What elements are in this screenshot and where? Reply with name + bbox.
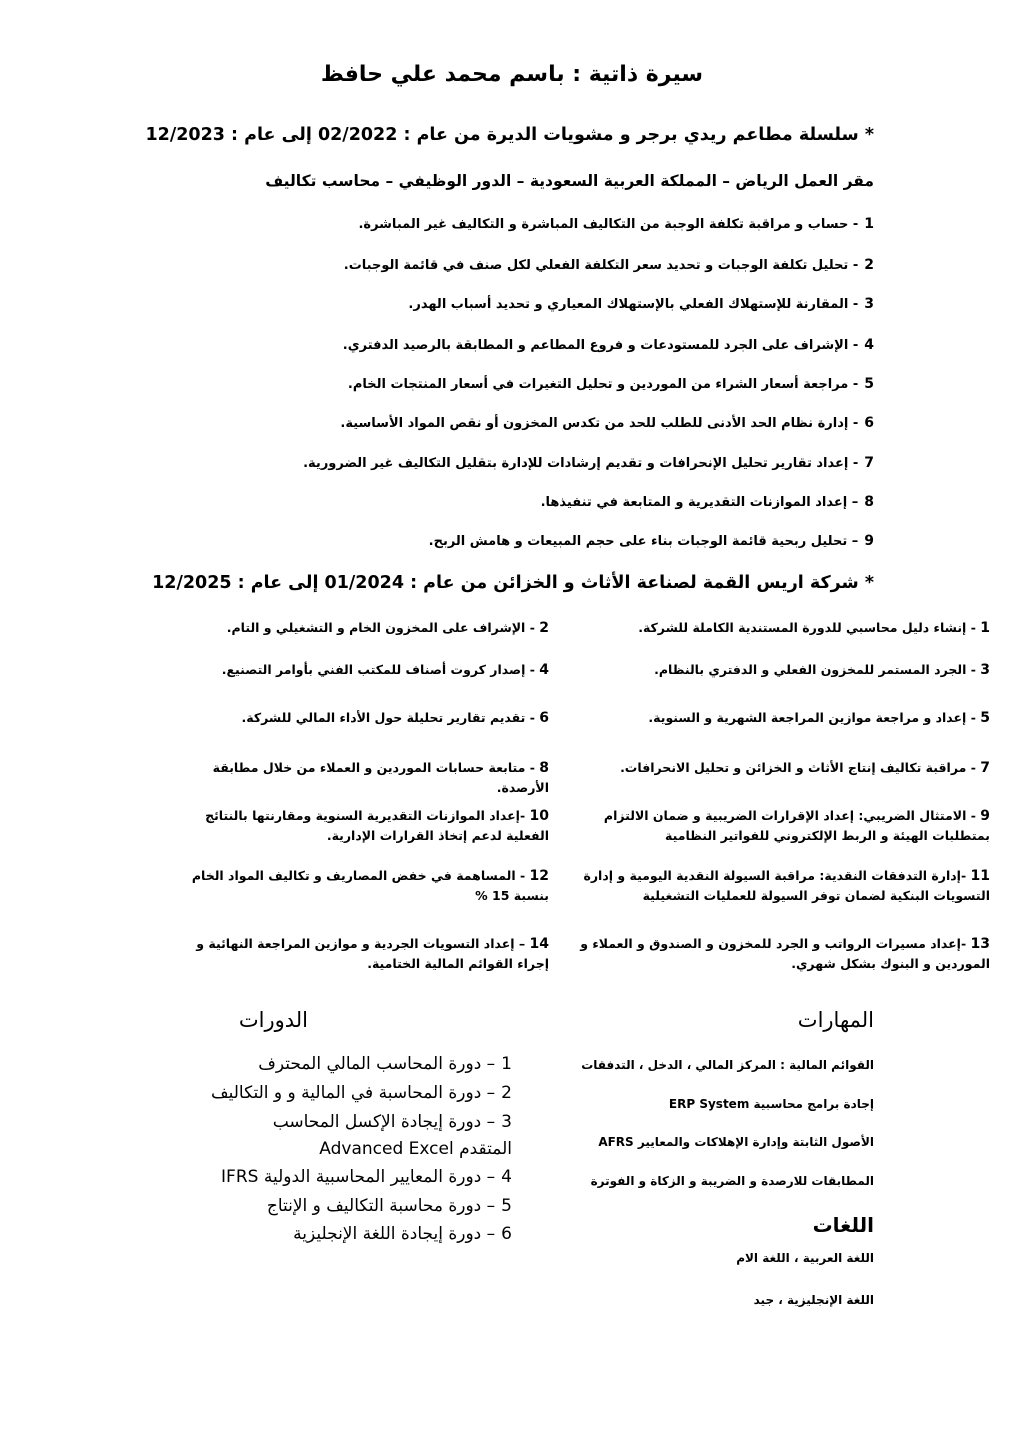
item-text: - تحليل تكلفة الوجبات و تحديد سعر التكلفة الفعلي لكل صنف في قائمة الوجبات. — [343, 258, 859, 273]
skill-item: المطابقات للارصدة و الضريبة و الزكاة و الفوترة — [590, 1174, 874, 1188]
courses-heading: الدورات — [238, 1008, 308, 1032]
job1-item — [134, 533, 874, 549]
job2-item — [169, 934, 549, 973]
course-item — [152, 1167, 512, 1187]
language-item: اللغة العربية ، اللغة الام — [736, 1251, 874, 1265]
item-text: – دورة المحاسبة في المالية و و التكاليف — [211, 1083, 496, 1103]
item-text: -إعداد مسيرات الرواتب و الجرد للمخزون و الصندوق و العملاء و الموردين و البنوك بشكل شهري. — [580, 936, 990, 971]
item-text: -إدارة التدفقات النقدية: مراقبة السيولة النقدية اليومية و إدارة التسويات البنكية لضمان توفر السيولة للعمليات التشغيلية — [583, 868, 990, 903]
course-item — [152, 1054, 512, 1074]
item-text: - متابعة حسابات الموردين و العملاء من خلال مطابقة الأرصدة. — [212, 760, 549, 795]
item-text: - المساهمة في خفض المصاريف و تكاليف المواد الخام بنسبة 15 % — [191, 868, 549, 903]
item-text: – دورة المعايير المحاسبية الدولية IFRS — [221, 1167, 496, 1187]
course-item — [152, 1196, 512, 1216]
item-text: – دورة محاسبة التكاليف و الإنتاج — [266, 1196, 496, 1216]
job1-item — [134, 415, 874, 431]
item-number: 3 — [864, 296, 874, 312]
job1-item — [134, 455, 874, 471]
course-item — [152, 1112, 512, 1132]
item-text: المتقدم Advanced Excel — [319, 1139, 512, 1159]
item-text: – تحليل ربحية قائمة الوجبات بناء على حجم المبيعات و هامش الربح. — [428, 534, 859, 549]
skills-heading: المهارات — [797, 1008, 874, 1032]
skill-item: الأصول الثابتة وإدارة الإهلاكات والمعايير AFRS — [598, 1135, 874, 1149]
item-number: 1 — [864, 216, 874, 232]
item-number: 4 — [864, 337, 874, 353]
item-text: - الإشراف على الجرد للمستودعات و فروع المطاعم و المطابقة بالرصيد الدفتري. — [342, 338, 859, 353]
item-number: 12 — [529, 868, 549, 884]
item-text: - إنشاء دليل محاسبي للدورة المستندية الكاملة للشركة. — [638, 620, 976, 635]
item-number: 2 — [864, 257, 874, 273]
item-number: 6 — [501, 1224, 512, 1244]
job1-item — [134, 296, 874, 312]
item-number: 11 — [970, 868, 990, 884]
course-item — [152, 1139, 512, 1159]
item-text: - الامتثال الضريبي: إعداد الإقرارات الضريبية و ضمان الالتزام بمتطلبات الهيئة و الربط الإلكتروني للفواتير النظامية — [603, 808, 990, 843]
item-text: - إعداد و مراجعة موازين المراجعة الشهرية و السنوية. — [648, 710, 976, 725]
item-number: 2 — [539, 620, 549, 636]
item-number: 1 — [501, 1054, 512, 1074]
item-number: 9 — [864, 533, 874, 549]
item-text: – دورة إيجادة الإكسل المحاسب — [272, 1112, 496, 1132]
item-number: 3 — [501, 1112, 512, 1132]
job2-item — [570, 708, 990, 728]
job2-item — [570, 806, 990, 845]
item-number: 2 — [501, 1083, 512, 1103]
item-number: 1 — [980, 620, 990, 636]
job1-heading: * سلسلة مطاعم ريدي برجر و مشويات الديرة من عام : 02/2022 إلى عام : 12/2023 — [145, 125, 874, 145]
item-text: – دورة إيجادة اللغة الإنجليزية — [293, 1224, 496, 1244]
item-number: 6 — [864, 415, 874, 431]
item-text: – دورة المحاسب المالي المحترف — [258, 1054, 496, 1074]
job1-item — [134, 216, 874, 232]
course-item — [152, 1083, 512, 1103]
job2-item — [169, 866, 549, 905]
item-text: – إعداد الموازنات التقديرية و المتابعة في تنفيذها. — [540, 495, 859, 510]
item-number: 10 — [529, 808, 549, 824]
job1-item — [134, 337, 874, 353]
job1-item — [134, 494, 874, 510]
job2-item — [570, 758, 990, 778]
item-text: - إصدار كروت أصناف للمكتب الفني بأوامر التصنيع. — [221, 662, 535, 677]
job2-item — [169, 708, 549, 728]
item-number: 7 — [864, 455, 874, 471]
item-number: 3 — [980, 662, 990, 678]
job1-item — [134, 257, 874, 273]
job2-item — [570, 866, 990, 905]
languages-heading: اللغات — [812, 1213, 874, 1237]
item-number: 13 — [970, 936, 990, 952]
item-text: - المقارنة للإستهلاك الفعلي بالإستهلاك المعياري و تحديد أسباب الهدر. — [408, 297, 859, 312]
item-number: 4 — [501, 1167, 512, 1187]
item-number: 8 — [864, 494, 874, 510]
job2-item — [570, 934, 990, 973]
item-number: 5 — [980, 710, 990, 726]
skill-item: القوائم المالية : المركز المالي ، الدخل ، التدفقات — [581, 1058, 874, 1072]
item-number: 14 — [529, 936, 549, 952]
job2-item — [169, 618, 549, 638]
item-text: - الإشراف على المخزون الخام و التشغيلي و التام. — [226, 620, 535, 635]
item-text: -إعداد الموازنات التقديرية السنوية ومقارنتها بالنتائج الفعلية لدعم إتخاذ القرارات الإدارية. — [205, 808, 549, 843]
job2-heading: * شركة اريس القمة لصناعة الأثاث و الخزائن من عام : 01/2024 إلى عام : 12/2025 — [152, 573, 874, 593]
item-number: 5 — [501, 1196, 512, 1216]
item-number: 8 — [539, 760, 549, 776]
item-text: - الجرد المستمر للمخزون الفعلي و الدفتري بالنظام. — [654, 662, 976, 677]
item-text: - مراقبة تكاليف إنتاج الأثاث و الخزائن و تحليل الانحرافات. — [620, 760, 976, 775]
item-text: - تقديم تقارير تحليلة حول الأداء المالي للشركة. — [241, 710, 535, 725]
job2-item — [570, 618, 990, 638]
job2-item — [169, 660, 549, 680]
item-number: 4 — [539, 662, 549, 678]
job2-item — [169, 758, 549, 797]
job2-item — [570, 660, 990, 680]
skill-item: إجادة برامج محاسبية ERP System — [668, 1097, 874, 1111]
item-text: - إعداد تقارير تحليل الإنحرافات و تقديم إرشادات للإدارة بتقليل التكاليف غير الضرورية. — [303, 456, 859, 471]
item-text: – إعداد التسويات الجردية و موازين المراجعة النهائية و إجراء القوائم المالية الختامية. — [196, 936, 549, 971]
job1-subheading: مقر العمل الرياض – المملكة العربية السعودية – الدور الوظيفي – محاسب تكاليف — [265, 172, 874, 190]
item-number: 6 — [539, 710, 549, 726]
item-number: 9 — [980, 808, 990, 824]
language-item: اللغة الإنجليزية ، جيد — [753, 1293, 874, 1307]
item-text: - حساب و مراقبة تكلفة الوجبة من التكاليف المباشرة و التكاليف غير المباشرة. — [358, 217, 859, 232]
course-item — [152, 1224, 512, 1244]
item-text: - إدارة نظام الحد الأدنى للطلب للحد من تكدس المخزون أو نقص المواد الأساسية. — [340, 416, 859, 431]
page-title: سيرة ذاتية : باسم محمد علي حافظ — [320, 62, 704, 87]
item-number: 7 — [980, 760, 990, 776]
item-number: 5 — [864, 376, 874, 392]
item-text: - مراجعة أسعار الشراء من الموردين و تحليل التغيرات في أسعار المنتجات الخام. — [347, 377, 859, 392]
job2-item — [169, 806, 549, 845]
job1-item — [134, 376, 874, 392]
